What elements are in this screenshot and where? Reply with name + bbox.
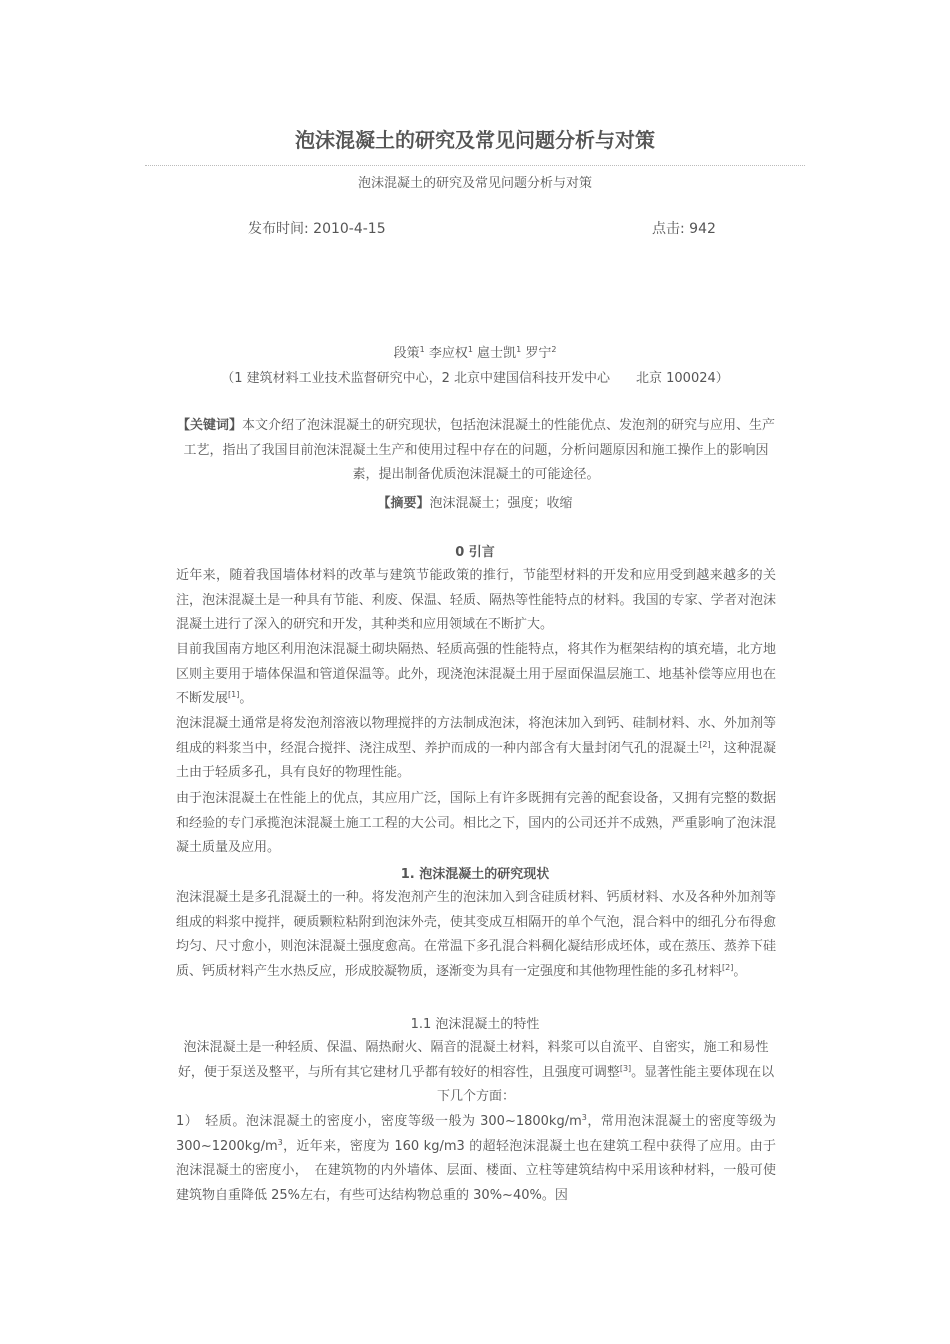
title-divider [145,165,805,166]
body-paragraph: 泡沫混凝土通常是将发泡剂溶液以物理搅拌的方法制成泡沫，将泡沫加入到钙、硅制材料、水、外加剂等组成的料浆当中，经混合搅拌、浇注成型、养护而成的一种内部含有大量封闭气孔的混凝土[2]，这种混凝土由于轻质多孔，具有良好的物理性能。 [176,716,776,781]
subsection-heading: 1.1 泡沫混凝土的特性 [410,1017,540,1032]
affiliation: （1 建筑材料工业技术监督研究中心，2 北京中建国信科技开发中心 北京 100024） [221,371,729,386]
abstract-label: 【摘要】 [377,496,430,511]
affiliation-mark: 1 [516,345,522,354]
body-paragraph: 近年来，随着我国墙体材料的改革与建筑节能政策的推行，节能型材料的开发和应用受到越来越多的关注，泡沫混凝土是一种具有节能、利废、保温、轻质、隔热等性能特点的材料。我国的专家、学者对泡沫混凝土进行了深入的研究和开发，其种类和应用领域在不断扩大。 [176,568,776,633]
abstract-text: 泡沫混凝土；强度；收缩 [429,496,573,511]
article-subtitle: 泡沫混凝土的研究及常见问题分析与对策 [357,176,592,191]
keywords-text: 本文介绍了泡沫混凝土的研究现状，包括泡沫混凝土的性能优点、发泡剂的研究与应用、生产工艺，指出了我国目前泡沫混凝土生产和使用过程中存在的问题，分析问题原因和施工操作上的影响因素，提出制备优质泡沫混凝土的可能途径。 [183,418,776,483]
author-name: 罗宁 [525,346,552,361]
affiliation-mark: 1 [419,345,425,354]
hit-count: 点击: 942 [652,221,716,237]
author-name: 扈士凯 [477,346,517,361]
body-paragraph: 泡沫混凝土是一种轻质、保温、隔热耐火、隔音的混凝土材料，料浆可以自流平、自密实，施工和易性好，便于泵送及整平，与所有其它建材几乎都有较好的相容性，且强度可调整[3]。显著性能主要体现在以下几个方面： [177,1040,775,1105]
keywords-label: 【关键词】 [176,418,242,433]
keywords-paragraph [176,414,776,488]
author-name: 段策 [393,346,420,361]
affiliation-mark: 1 [467,345,473,354]
author-line [0,342,950,361]
citation: [2] [722,962,734,972]
list-item: 1） 轻质。泡沫混凝土的密度小，密度等级一般为 $300\sim 1800kg/m^3$，常用泡沫混凝土的密度等级为 $300\sim 1200kg/m^3$，近年来，密度为 160 kg/m3 的超轻泡沫混凝土也在建筑工程中获得了应用。由于泡沫混凝土的密度小， 在建筑物的内外墙体、层面、楼面、立柱等建筑结构中采用该种材料，一般可使建筑物自重降低 25%左右，有些可达结构物总重的 30%~40%。因 [176,1113,776,1203]
article-title: 泡沫混凝土的研究及常见问题分析与对策 [295,128,655,152]
body-paragraph: 由于泡沫混凝土在性能上的优点，其应用广泛，国际上有许多既拥有完善的配套设备，又拥有完整的数据和经验的专门承揽泡沫混凝土施工工程的大公司。相比之下，国内的公司还并不成熟，严重影响了泡沫混凝土质量及应用。 [176,791,776,856]
body-paragraph: 目前我国南方地区利用泡沫混凝土砌块隔热、轻质高强的性能特点，将其作为框架结构的填充墙，北方地区则主要用于墙体保温和管道保温等。此外，现浇泡沫混凝土用于屋面保温层施工、地基补偿等应用也在不断发展[1]。 [176,642,776,707]
citation: [3] [619,1063,632,1073]
author-name: 李应权 [428,346,468,361]
abstract-line [0,492,950,511]
citation: [1] [228,690,240,700]
affiliation-mark: 2 [551,345,557,354]
publish-date: 发布时间: 2010-4-15 [248,221,386,237]
citation: [2] [699,739,711,749]
superscript: 3 [277,1137,283,1147]
section-heading: 0 引言 [455,545,495,560]
body-paragraph: 泡沫混凝土是多孔混凝土的一种。将发泡剂产生的泡沫加入到含硅质材料、钙质材料、水及各种外加剂等组成的料浆中搅拌，硬质颗粒粘附到泡沫外壳，使其变成互相隔开的单个气泡，混合料中的细孔分布得愈均匀、尺寸愈小，则泡沫混凝土强度愈高。在常温下多孔混合料稠化凝结形成坯体，或在蒸压、蒸养下硅质、钙质材料产生水热反应，形成胶凝物质，逐渐变为具有一定强度和其他物理性能的多孔材料[2]。 [176,890,776,979]
superscript: 3 [581,1113,587,1122]
section-heading: 1. 泡沫混凝土的研究现状 [400,867,550,882]
